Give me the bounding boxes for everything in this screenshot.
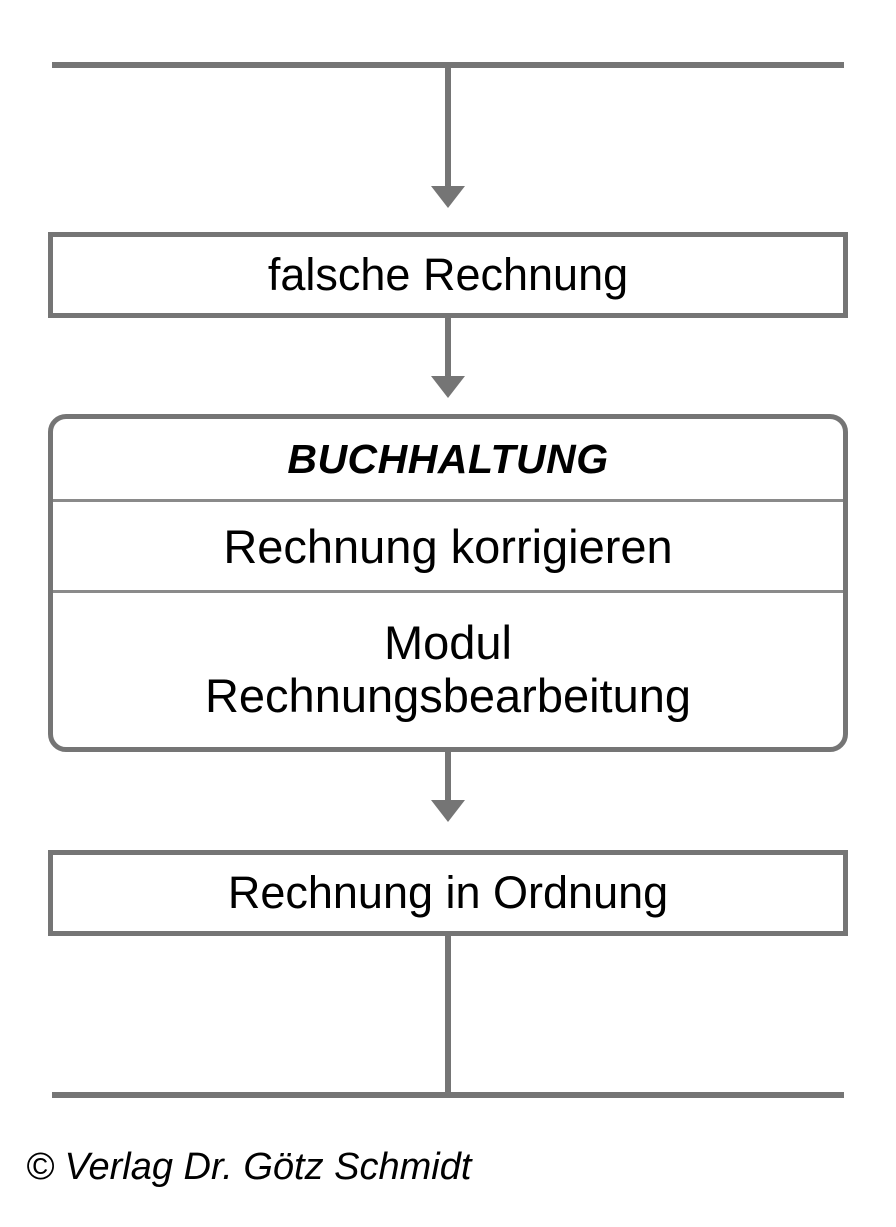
- connector-line-to-function: [445, 318, 451, 380]
- event-label-falsche-rechnung: falsche Rechnung: [267, 249, 629, 301]
- function-task-row: [53, 502, 843, 593]
- connector-line-top: [445, 62, 451, 190]
- copyright-notice: © Verlag Dr. Götz Schmidt: [26, 1146, 472, 1188]
- event-box-falsche-rechnung: [48, 232, 848, 318]
- arrowhead-into-wrong-invoice-icon: [431, 186, 465, 208]
- function-module-label-line1: Modul: [383, 616, 512, 670]
- connector-line-bottom: [445, 936, 451, 1098]
- function-task-label: Rechnung korrigieren: [223, 519, 673, 573]
- function-organization-label: BUCHHALTUNG: [287, 435, 609, 482]
- event-box-rechnung-in-ordnung: [48, 850, 848, 936]
- function-organization-row: [53, 419, 843, 502]
- function-module-label-line2: Rechnungsbearbeitung: [204, 669, 692, 722]
- arrowhead-into-invoice-ok-icon: [431, 800, 465, 822]
- function-box-rechnung-korrigieren: [48, 414, 848, 752]
- arrowhead-into-function-icon: [431, 376, 465, 398]
- function-module-row: [53, 593, 843, 747]
- process-boundary-bottom-line: [52, 1092, 844, 1098]
- event-label-rechnung-in-ordnung: Rechnung in Ordnung: [227, 867, 669, 919]
- connector-line-to-invoice-ok: [445, 752, 451, 804]
